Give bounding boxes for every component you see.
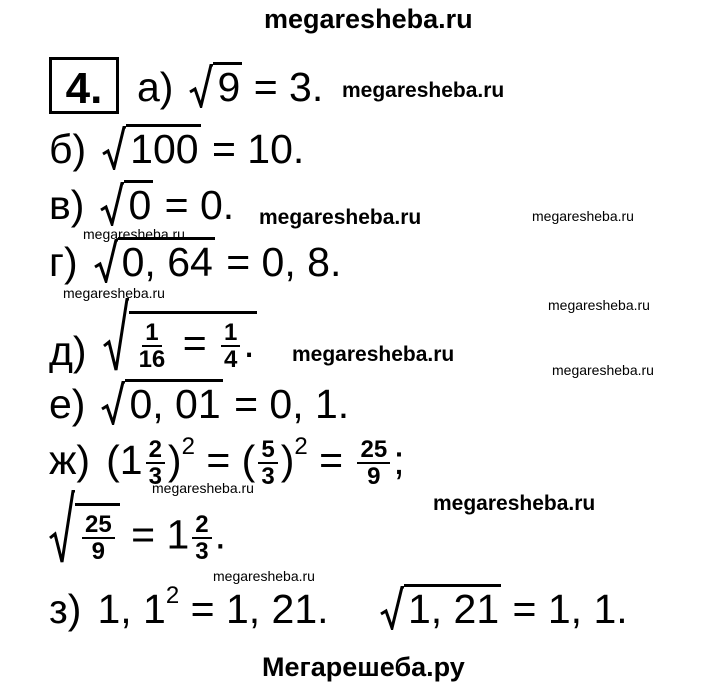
line-z: з) 1, $1^2 = 1$, 21. 1, 21 = 1, 1.: [49, 582, 628, 632]
label-zh: ж): [49, 437, 91, 483]
radical-sign-icon: [380, 586, 404, 630]
watermark: megaresheba.ru: [548, 297, 650, 313]
header-watermark: megaresheba.ru: [264, 4, 473, 34]
fraction-zh-5: $\frac{2}{3}$: [192, 512, 211, 564]
sqrt-d: $\frac{1}{16}$ = $\frac{1}{4}$ .: [103, 298, 257, 372]
watermark: megaresheba.ru: [213, 568, 315, 584]
fraction-zh-4: $\frac{25}{9}$: [82, 512, 115, 564]
line-zh: ж) (1 $\frac{2}{3}$ )$^2$ = ( $\frac{5}{3}$ )$^2$ = $\frac{25}{9}$ ;: [49, 433, 405, 491]
line-g: [49, 237, 341, 283]
watermark: megaresheba.ru: [342, 79, 505, 102]
radical-sign-icon: [49, 490, 75, 564]
watermark: megaresheba.ru: [259, 206, 422, 229]
radical-sign-icon: [100, 182, 124, 226]
label-a: а): [137, 64, 174, 110]
result-e: = 0, 1.: [234, 381, 350, 427]
task-number: 4.: [49, 57, 119, 114]
sqrt-zh: [49, 490, 120, 564]
line-e: [49, 379, 349, 425]
label-z: з): [49, 586, 82, 632]
footer-watermark: Мегарешеба.ру: [262, 652, 465, 682]
watermark: megaresheba.ru: [532, 208, 634, 224]
watermark: megaresheba.ru: [83, 226, 185, 242]
sqrt-b: 100: [102, 124, 200, 170]
radical-sign-icon: [94, 239, 118, 283]
sqrt-v: 0: [100, 180, 153, 226]
label-e: е): [49, 381, 86, 427]
fraction-result-d: $\frac{1}{4}$: [221, 320, 240, 372]
line-d: [49, 298, 257, 372]
line-v: [49, 180, 234, 226]
watermark: megaresheba.ru: [292, 343, 455, 366]
radical-sign-icon: [102, 126, 126, 170]
result-a: = 3.: [253, 64, 324, 110]
sqrt-g: 0, 64: [94, 237, 215, 283]
watermark: megaresheba.ru: [152, 480, 254, 496]
watermark: megaresheba.ru: [63, 285, 165, 301]
result-g: = 0, 8.: [226, 239, 342, 285]
label-v: в): [49, 182, 85, 228]
line-zh-2: $\frac{25}{9}$ = 1 $\frac{2}{3}$ .: [49, 490, 226, 564]
watermark: megaresheba.ru: [552, 362, 654, 378]
fraction-zh-3: $\frac{25}{9}$: [357, 437, 390, 489]
label-b: б): [49, 126, 87, 172]
result-b: = 10.: [211, 126, 305, 172]
fraction-zh-1: $\frac{2}{3}$: [146, 437, 165, 489]
watermark: megaresheba.ru: [433, 492, 596, 515]
label-d: д): [49, 328, 87, 374]
sqrt-z: 1, 21: [380, 584, 501, 630]
label-g: г): [49, 239, 78, 285]
line-b: [49, 124, 304, 170]
line-a: [137, 62, 323, 108]
fraction-d: $\frac{1}{16}$: [138, 318, 166, 373]
sqrt-e: 0, 01: [101, 379, 222, 425]
result-v: = 0.: [164, 182, 235, 228]
radical-sign-icon: [189, 64, 213, 108]
result-z: = 1, 1.: [512, 586, 628, 632]
fraction-zh-2: $\frac{5}{3}$: [258, 437, 277, 489]
sqrt-a: 9: [189, 62, 242, 108]
radical-sign-icon: [103, 298, 129, 372]
radical-sign-icon: [101, 381, 125, 425]
